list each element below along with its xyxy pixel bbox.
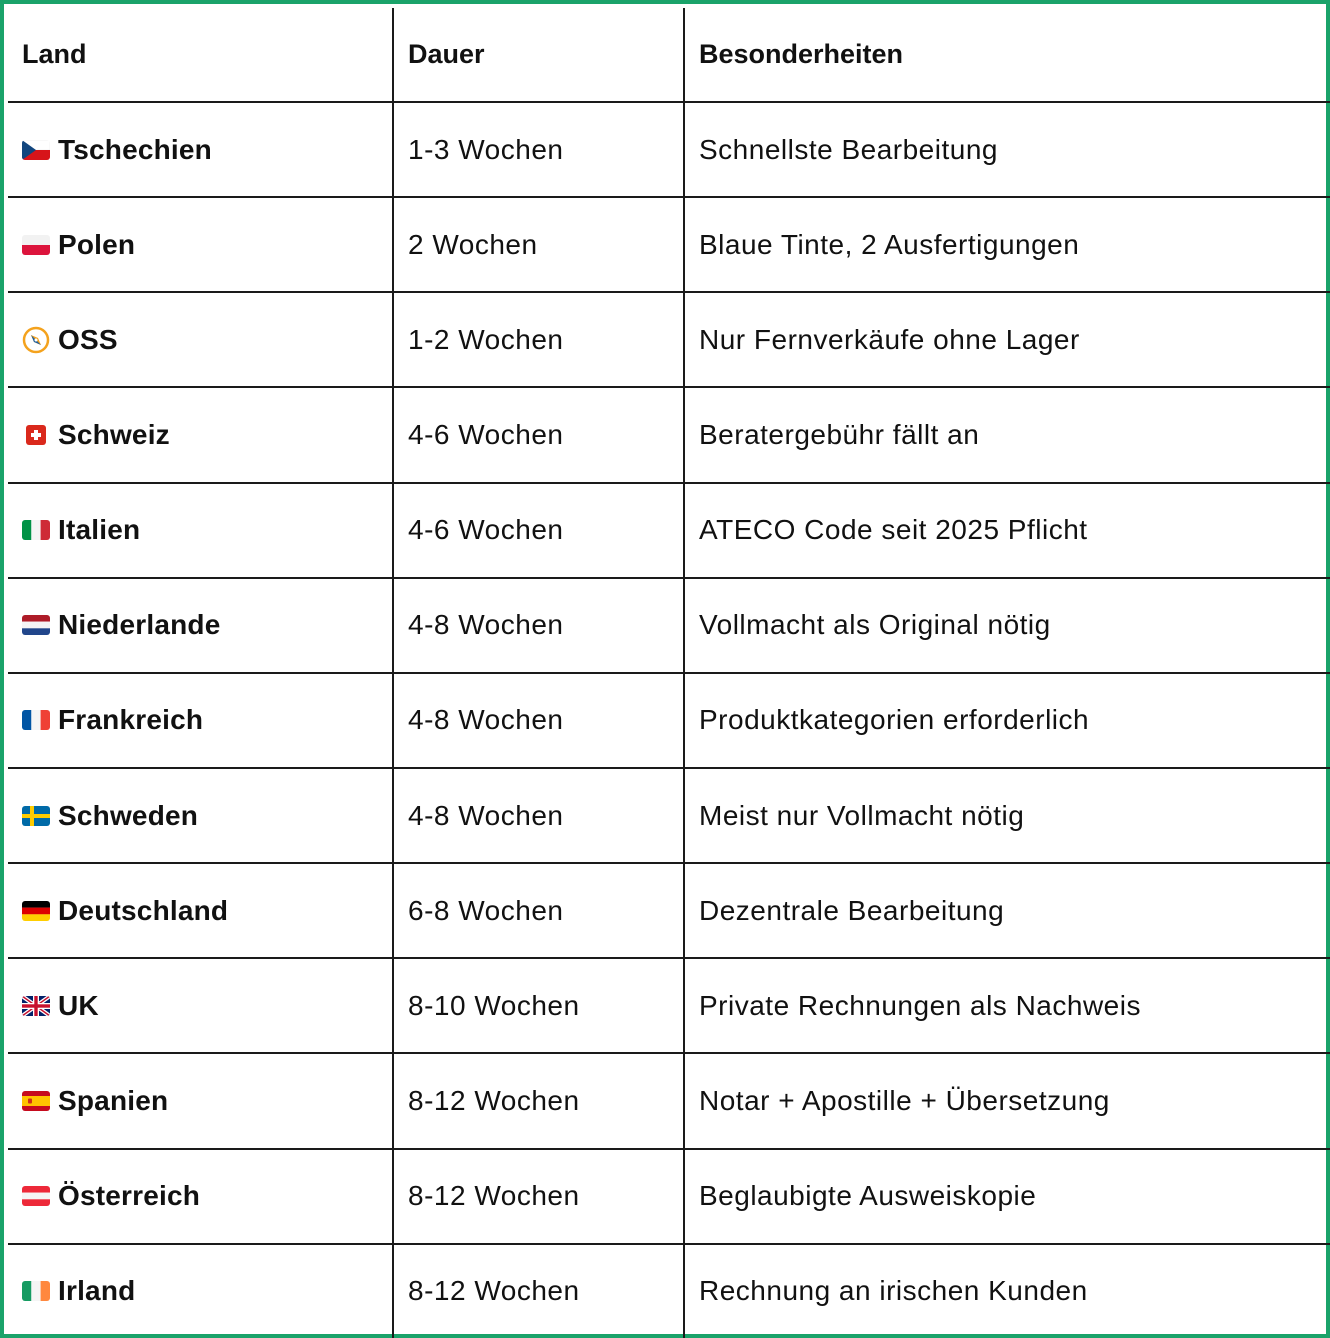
cell-besonderheiten: Rechnung an irischen Kunden [699,1275,1088,1307]
cell-besonderheiten: Schnellste Bearbeitung [684,102,1330,197]
cell-besonderheiten: Dezentrale Bearbeitung [684,863,1330,958]
table-row [8,292,1330,387]
table-row [8,1053,1330,1148]
table-row [8,578,1330,673]
cell-besonderheiten: Vollmacht als Original nötig [684,578,1330,673]
cell-dauer: 8-12 Wochen [393,1149,684,1244]
flag-germany-icon [22,901,50,921]
cell-dauer: 4-8 Wochen [393,578,684,673]
country-name: Schweiz [58,418,170,450]
cell-besonderheiten: Blaue Tinte, 2 Ausfertigungen [684,197,1330,292]
cell-land [8,1053,393,1148]
cell-land [8,768,393,863]
table-row [8,1149,1330,1244]
country-name: Spanien [58,1084,169,1116]
table-row [8,673,1330,768]
cell-land [8,578,393,673]
table-row [8,483,1330,578]
table-row [8,387,1330,482]
column-header-land: Land [8,8,393,102]
cell-land [8,197,393,292]
cell-dauer: 8-12 Wochen [393,1244,684,1338]
cell-besonderheiten: Beratergebühr fällt an [684,387,1330,482]
flag-italy-icon [22,520,50,540]
cell-dauer: 8-12 Wochen [393,1053,684,1148]
table-row [8,197,1330,292]
cell-dauer: 8-10 Wochen [393,958,684,1053]
flag-uk-icon [22,996,50,1016]
cell-land [8,102,393,197]
cell-land [8,863,393,958]
country-name: Tschechien [58,133,212,165]
cell-besonderheiten: Produktkategorien erforderlich [684,673,1330,768]
table-row [8,768,1330,863]
cell-besonderheiten: Beglaubigte Ausweiskopie [684,1149,1330,1244]
country-name: Deutschland [58,894,229,926]
cell-dauer: 2 Wochen [393,197,684,292]
cell-land [8,673,393,768]
cell-besonderheiten: Nur Fernverkäufe ohne Lager [684,292,1330,387]
cell-dauer: 1-2 Wochen [393,292,684,387]
country-name: Irland [58,1275,136,1307]
table-body [8,102,1330,1338]
cell-land [8,292,393,387]
cell-besonderheiten: Private Rechnungen als Nachweis [684,958,1330,1053]
flag-czech-icon [22,140,50,160]
flag-austria-icon [22,1186,50,1206]
table-row [8,1244,1330,1338]
cell-dauer: 4-8 Wochen [393,768,684,863]
cell-besonderheiten: Meist nur Vollmacht nötig [684,768,1330,863]
table-header-row [8,8,1330,102]
country-name: Italien [58,514,141,546]
table-row [8,958,1330,1053]
column-header-besonderheiten: Besonderheiten [684,8,1330,102]
country-name: Österreich [58,1180,201,1212]
table-row [8,863,1330,958]
flag-france-icon [22,710,50,730]
country-name: Polen [58,228,136,260]
flag-poland-icon [22,235,50,255]
country-name: UK [58,989,99,1021]
country-name: Schweden [58,799,199,831]
registration-duration-table [8,8,1330,1338]
cell-land [8,1149,393,1244]
compass-icon [22,326,50,354]
flag-netherlands-icon [22,615,50,635]
cell-land [8,387,393,482]
cell-land [8,483,393,578]
cell-dauer: 1-3 Wochen [393,102,684,197]
cell-land [8,958,393,1053]
table-row [8,102,1330,197]
cell-dauer: 4-6 Wochen [393,387,684,482]
flag-sweden-icon [22,806,50,826]
column-header-dauer: Dauer [393,8,684,102]
cell-land [8,1244,393,1338]
country-name: Niederlande [58,609,221,641]
country-name: Frankreich [58,704,204,736]
cell-besonderheiten: Notar + Apostille + Übersetzung [684,1053,1330,1148]
flag-spain-icon [22,1091,50,1111]
cell-besonderheiten: ATECO Code seit 2025 Pflicht [684,483,1330,578]
flag-switzerland-icon [22,425,50,445]
flag-ireland-icon [22,1281,50,1301]
cell-dauer: 6-8 Wochen [393,863,684,958]
country-name: OSS [58,323,118,355]
cell-dauer: 4-6 Wochen [393,483,684,578]
cell-dauer: 4-8 Wochen [393,673,684,768]
